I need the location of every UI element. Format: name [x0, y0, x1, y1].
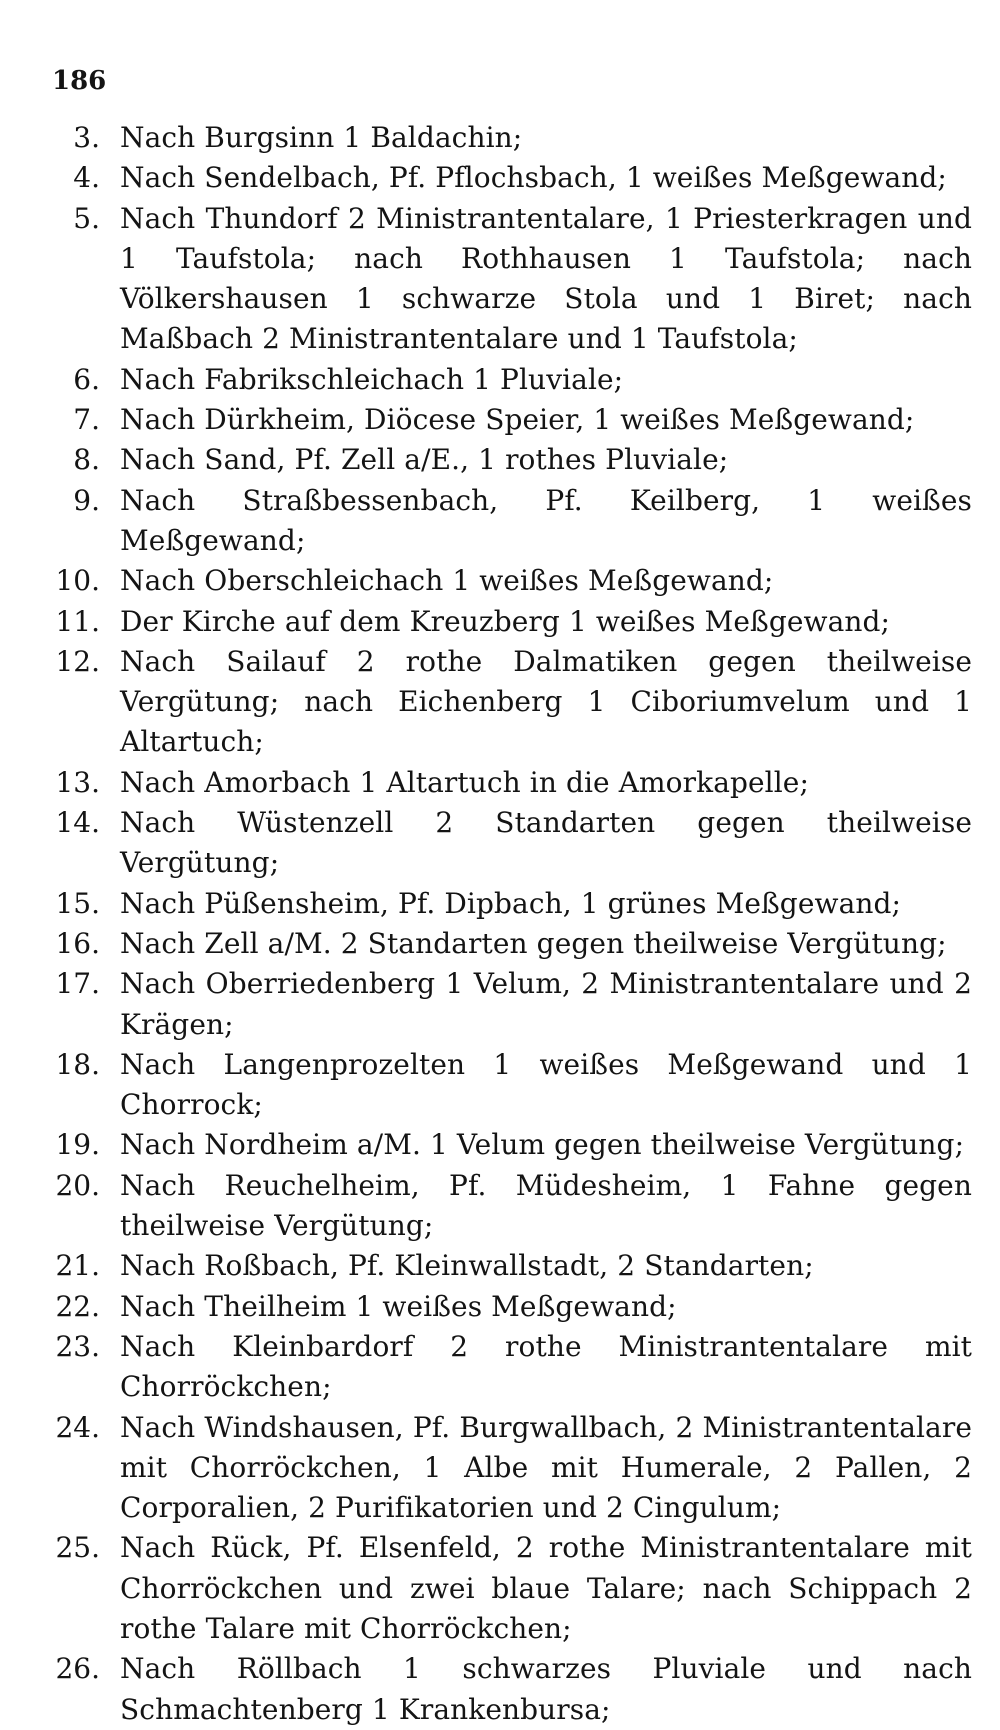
item-text: Nach Sailauf 2 rothe Dalmatiken gegen theilweise Vergütung; nach Eichenberg 1 Ciboriumvelum und 1 Altartuch;: [120, 644, 972, 759]
item-number: 11.: [55, 604, 100, 638]
item-number: 17.: [55, 967, 100, 1001]
item-number: 12.: [55, 644, 100, 678]
item-number: 22.: [55, 1289, 100, 1323]
item-number: 23.: [55, 1329, 100, 1363]
list-item: [0, 360, 1000, 400]
item-text: Nach Reuchelheim, Pf. Müdesheim, 1 Fahne gegen theilweise Vergütung;: [120, 1168, 972, 1243]
item-number: 15.: [55, 886, 100, 920]
item-text: Nach Fabrikschleichach 1 Pluviale;: [120, 362, 624, 396]
list-item: [0, 1649, 1000, 1730]
list-item: [0, 440, 1000, 480]
item-text: Nach Röllbach 1 schwarzes Pluviale und nach Schmachtenberg 1 Krankenbursa;: [120, 1652, 972, 1726]
item-text: Nach Nordheim a/M. 1 Velum gegen theilweise Vergütung;: [120, 1128, 965, 1162]
donation-list: [0, 118, 1000, 1730]
item-number: 7.: [73, 403, 100, 437]
item-number: 19.: [55, 1128, 100, 1162]
item-number: 4.: [73, 161, 100, 195]
item-number: 13.: [55, 765, 100, 799]
item-number: 8.: [73, 443, 100, 477]
item-text: Nach Straßbessenbach, Pf. Keilberg, 1 weißes Meßgewand;: [120, 483, 972, 557]
list-item: [0, 1045, 1000, 1126]
item-number: 21.: [55, 1249, 100, 1283]
item-number: 25.: [55, 1531, 100, 1565]
item-text: Nach Püßensheim, Pf. Dipbach, 1 grünes Meßgewand;: [120, 886, 902, 920]
item-number: 10.: [55, 564, 100, 598]
item-text: Nach Burgsinn 1 Baldachin;: [120, 121, 523, 154]
page-number: 186: [52, 66, 107, 96]
list-item: [0, 803, 1000, 884]
list-item: [0, 1408, 1000, 1529]
item-number: 16.: [55, 926, 100, 960]
item-text: Nach Thundorf 2 Ministrantentalare, 1 Priesterkragen und 1 Taufstola; nach Rothhausen 1 Taufstola; nach Völkershausen 1 schwarze Stola und 1 Biret; nach Maßbach 2 Ministrantentalare und 1 Taufstola;: [120, 201, 972, 356]
list-item: [0, 602, 1000, 642]
item-text: Nach Amorbach 1 Altartuch in die Amorkapelle;: [120, 765, 809, 799]
item-text: Nach Sendelbach, Pf. Pflochsbach, 1 weißes Meßgewand;: [120, 161, 947, 195]
list-item: [0, 400, 1000, 440]
list-item: [0, 158, 1000, 198]
item-text: Nach Rück, Pf. Elsenfeld, 2 rothe Ministrantentalare mit Chorröckchen und zwei blaue Talare; nach Schippach 2 rothe Talare mit Chorröckchen;: [120, 1531, 972, 1645]
item-text: Nach Kleinbardorf 2 rothe Ministrantentalare mit Chorröckchen;: [120, 1329, 972, 1404]
item-text: Nach Dürkheim, Diöcese Speier, 1 weißes Meßgewand;: [120, 403, 915, 437]
item-text: Nach Roßbach, Pf. Kleinwallstadt, 2 Standarten;: [120, 1249, 814, 1283]
item-number: 18.: [55, 1047, 100, 1081]
list-item: [0, 884, 1000, 924]
list-item: [0, 1166, 1000, 1247]
list-item: [0, 964, 1000, 1045]
item-number: 5.: [73, 201, 100, 235]
list-item: [0, 118, 1000, 158]
list-item: [0, 763, 1000, 803]
list-item: [0, 1287, 1000, 1327]
item-text: Nach Oberschleichach 1 weißes Meßgewand;: [120, 564, 774, 598]
item-number: 20.: [55, 1168, 100, 1202]
item-text: Nach Sand, Pf. Zell a/E., 1 rothes Pluviale;: [120, 443, 729, 477]
item-number: 14.: [55, 806, 100, 840]
item-number: 24.: [55, 1410, 100, 1444]
item-text: Nach Theilheim 1 weißes Meßgewand;: [120, 1289, 677, 1323]
list-item: [0, 561, 1000, 601]
item-number: 9.: [73, 483, 100, 517]
item-text: Nach Zell a/M. 2 Standarten gegen theilweise Vergütung;: [120, 926, 947, 960]
list-item: [0, 642, 1000, 763]
list-item: [0, 199, 1000, 360]
item-text: Nach Oberriedenberg 1 Velum, 2 Ministrantentalare und 2 Krägen;: [120, 967, 972, 1041]
item-text: Nach Langenprozelten 1 weißes Meßgewand und 1 Chorrock;: [120, 1047, 972, 1122]
list-item: [0, 1246, 1000, 1286]
item-number: 26.: [55, 1652, 100, 1686]
item-text: Der Kirche auf dem Kreuzberg 1 weißes Meßgewand;: [120, 604, 891, 638]
list-item: [0, 1528, 1000, 1649]
item-text: Nach Windshausen, Pf. Burgwallbach, 2 Ministrantentalare mit Chorröckchen, 1 Albe mit Humerale, 2 Pallen, 2 Corporalien, 2 Purifikatorien und 2 Cingulum;: [120, 1410, 972, 1525]
item-text: Nach Wüstenzell 2 Standarten gegen theilweise Vergütung;: [120, 806, 972, 880]
list-item: [0, 1125, 1000, 1165]
list-item: [0, 1327, 1000, 1408]
list-item: [0, 481, 1000, 562]
item-number: 6.: [73, 362, 100, 396]
list-item: [0, 924, 1000, 964]
item-number: 3.: [73, 121, 100, 154]
